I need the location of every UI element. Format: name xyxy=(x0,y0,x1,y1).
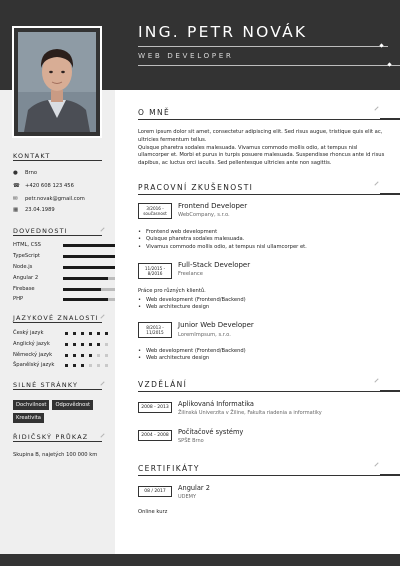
about-section-title: O MNĚ xyxy=(138,108,171,117)
skill-bar-fill xyxy=(63,288,101,291)
candidate-name: ING. PETR NOVÁK xyxy=(138,23,308,41)
edit-icon xyxy=(374,378,378,382)
job-bullet: • Vivamus commodo mollis odio, at tempus nisl ullamcorper et. xyxy=(138,244,388,251)
job-date-start: 3/2016 - xyxy=(146,205,164,211)
location-icon: ● xyxy=(13,170,18,176)
language-row xyxy=(13,341,102,349)
contact-location-text: Brno xyxy=(25,170,38,176)
skill-bar-fill xyxy=(63,277,108,280)
language-level-dot xyxy=(105,364,108,367)
job-bullets xyxy=(138,297,388,312)
envelope-icon: ✉ xyxy=(13,196,18,202)
skill-bar xyxy=(63,277,115,280)
job-date xyxy=(138,322,172,338)
skill-bar xyxy=(63,298,115,301)
calendar-icon: ▦ xyxy=(13,207,19,213)
language-level-dot xyxy=(65,332,68,335)
language-level-dot xyxy=(89,354,92,357)
language-level-dot xyxy=(105,343,108,346)
language-level-dot xyxy=(89,332,92,335)
education-title: Aplikovaná Informatika xyxy=(178,400,254,408)
language-level-dot xyxy=(89,364,92,367)
license-text: Skupina B, najetých 100 000 km xyxy=(13,452,98,458)
experience-section-title: PRACOVNÍ ZKUŠENOSTI xyxy=(138,183,254,192)
skill-row xyxy=(13,286,102,294)
skill-row xyxy=(13,242,102,250)
language-label: Anglický jazyk xyxy=(13,341,50,347)
education-section-title: VZDĚLÁNÍ xyxy=(138,380,188,389)
about-section-divider xyxy=(138,119,380,120)
job-bullet: • Frontend web development xyxy=(138,229,388,236)
language-level-dot xyxy=(73,343,76,346)
contact-section-title: KONTAKT xyxy=(13,152,51,160)
job-company: Freelance xyxy=(178,271,203,277)
certificate-issuer: UDEMY xyxy=(178,494,197,500)
education-institution: SPŠE Brno xyxy=(178,438,204,444)
job-title: Frontend Developer xyxy=(178,202,248,210)
language-level-dot xyxy=(81,332,84,335)
strength-tag: Kreativita xyxy=(13,413,44,423)
skill-bar-fill xyxy=(63,266,115,269)
phone-icon: ☎ xyxy=(13,183,20,189)
contact-email xyxy=(13,196,85,202)
education-title: Počítačové systémy xyxy=(178,428,244,436)
strength-tags xyxy=(13,400,105,423)
section-divider-accent xyxy=(380,118,400,120)
profile-photo xyxy=(18,32,96,132)
certificates-section-title: CERTIFIKÁTY xyxy=(138,464,200,473)
edit-icon xyxy=(374,181,378,185)
language-label: Německý jazyk xyxy=(13,352,53,358)
languages-section-divider xyxy=(13,322,102,323)
language-level-dot xyxy=(97,354,100,357)
profile-photo-frame xyxy=(12,26,102,138)
skill-label: Angular 2 xyxy=(13,275,39,281)
job-bullet: • Web architecture design xyxy=(138,355,388,362)
experience-section-divider xyxy=(138,194,380,195)
language-level-dot xyxy=(65,364,68,367)
job-date-start: 8/2013 - xyxy=(146,324,164,330)
language-level-dot xyxy=(97,332,100,335)
language-level-dot xyxy=(105,354,108,357)
job-bullet: • Web architecture design xyxy=(138,304,388,311)
language-row xyxy=(13,330,102,338)
skill-row xyxy=(13,253,102,261)
job-intro: Práce pro různých klientů. xyxy=(138,288,206,294)
header-divider xyxy=(138,65,400,66)
skill-bar xyxy=(63,266,115,269)
language-label: Český jazyk xyxy=(13,330,44,336)
language-row xyxy=(13,362,102,370)
language-level-dot xyxy=(73,364,76,367)
language-level-dot xyxy=(65,354,68,357)
certificate-note: Online kurz xyxy=(138,509,168,515)
job-title: Junior Web Developer xyxy=(178,321,254,329)
skill-label: HTML, CSS xyxy=(13,242,41,248)
header-divider xyxy=(138,46,388,47)
job-date xyxy=(138,203,172,219)
strengths-section-title: SILNÉ STRÁNKY xyxy=(13,381,79,389)
job-date-start: 11/2015 - xyxy=(144,265,166,271)
job-bullet: • Quisque pharetra sodales malesuada. xyxy=(138,236,388,243)
section-divider-accent xyxy=(380,390,400,392)
license-section-title: ŘIDIČSKÝ PRŮKAZ xyxy=(13,433,89,441)
job-bullets xyxy=(138,348,388,363)
language-level-dot xyxy=(81,343,84,346)
language-level-dot xyxy=(89,343,92,346)
language-level-dot xyxy=(81,354,84,357)
license-section-divider xyxy=(13,441,102,442)
job-date-end: současnost xyxy=(143,211,167,217)
job-company: WebCompany, s.r.o. xyxy=(178,212,230,218)
section-divider-accent xyxy=(380,193,400,195)
certificates-section-divider xyxy=(138,475,380,476)
language-level-dot xyxy=(97,364,100,367)
about-paragraph: Lorem ipsum dolor sit amet, consectetur adipiscing elit. Sed risus augue, tristique quis elit ac, ultricies fermentum tellus. xyxy=(138,129,383,143)
skill-label: Node.js xyxy=(13,264,33,270)
education-date: 2008 - 2013 xyxy=(138,402,172,413)
skill-bar-fill xyxy=(63,244,115,247)
skill-label: PHP xyxy=(13,296,24,302)
strength-tag: Odpovědnost xyxy=(52,400,93,410)
skill-label: TypeScript xyxy=(13,253,40,259)
job-company: LoremImpsum, s.r.o. xyxy=(178,332,231,338)
language-level-dot xyxy=(81,364,84,367)
skill-bar-fill xyxy=(63,298,108,301)
skill-bar xyxy=(63,244,115,247)
language-level xyxy=(65,354,108,357)
language-level xyxy=(65,343,108,346)
edit-icon xyxy=(374,106,378,110)
language-level xyxy=(65,364,108,367)
candidate-job-title: WEB DEVELOPER xyxy=(138,51,234,60)
job-date xyxy=(138,263,172,279)
footer-bar xyxy=(0,554,400,566)
language-level xyxy=(65,332,108,335)
job-bullet: • Web development (Frontend/Backend) xyxy=(138,297,388,304)
contact-section-divider xyxy=(13,160,102,161)
skill-row xyxy=(13,296,102,304)
skill-bar xyxy=(63,255,115,258)
skill-row xyxy=(13,275,102,283)
skill-bar xyxy=(63,288,115,291)
skills-section-title: DOVEDNOSTI xyxy=(13,227,68,235)
contact-birthdate xyxy=(13,207,55,213)
job-bullets xyxy=(138,229,388,251)
language-level-dot xyxy=(73,332,76,335)
certificate-date: 08 / 2017 xyxy=(138,486,172,497)
languages-section-title: JAZYKOVÉ ZNALOSTI xyxy=(13,314,99,322)
about-paragraph: Quisque pharetra sodales malesuada. Vivamus commodo mollis odio, at tempus nisl ullamcorper et. Morbi et purus in turpis posuere malesuada. Suspendisse rhoncus ante id risus dapibus, ac luctus orci iaculis. Sed pellentesque ultricies ante non sagittis. xyxy=(138,144,385,167)
education-section-divider xyxy=(138,391,380,392)
strengths-section-divider xyxy=(13,389,102,390)
contact-phone-text: +420 608 123 456 xyxy=(25,183,74,189)
contact-phone xyxy=(13,183,74,189)
contact-location xyxy=(13,170,37,176)
education-date: 2004 - 2008 xyxy=(138,430,172,441)
job-date-end: 11/2015 xyxy=(146,330,164,336)
language-level-dot xyxy=(73,354,76,357)
language-row xyxy=(13,352,102,360)
education-institution: Žilinská Univerzita v Žiline, Fakulta riadenia a informatiky xyxy=(178,410,322,416)
language-level-dot xyxy=(97,343,100,346)
skill-row xyxy=(13,264,102,272)
contact-email-text[interactable]: petr.novak@gmail.com xyxy=(25,196,85,202)
skill-bar-fill xyxy=(63,255,115,258)
about-text xyxy=(138,129,388,168)
skills-section-divider xyxy=(13,235,102,236)
skill-label: Firebase xyxy=(13,286,35,292)
edit-icon xyxy=(374,462,378,466)
section-divider-accent xyxy=(380,474,400,476)
certificate-title: Angular 2 xyxy=(178,484,210,492)
strength-tag: Dochvilnost xyxy=(13,400,49,410)
language-level-dot xyxy=(65,343,68,346)
contact-birthdate-text: 23.04.1989 xyxy=(25,207,55,213)
language-level-dot xyxy=(105,332,108,335)
job-date-end: 8/2016 xyxy=(147,271,163,277)
language-label: Španělský jazyk xyxy=(13,362,55,368)
job-bullet: • Web development (Frontend/Backend) xyxy=(138,348,388,355)
job-title: Full-Stack Developer xyxy=(178,261,251,269)
